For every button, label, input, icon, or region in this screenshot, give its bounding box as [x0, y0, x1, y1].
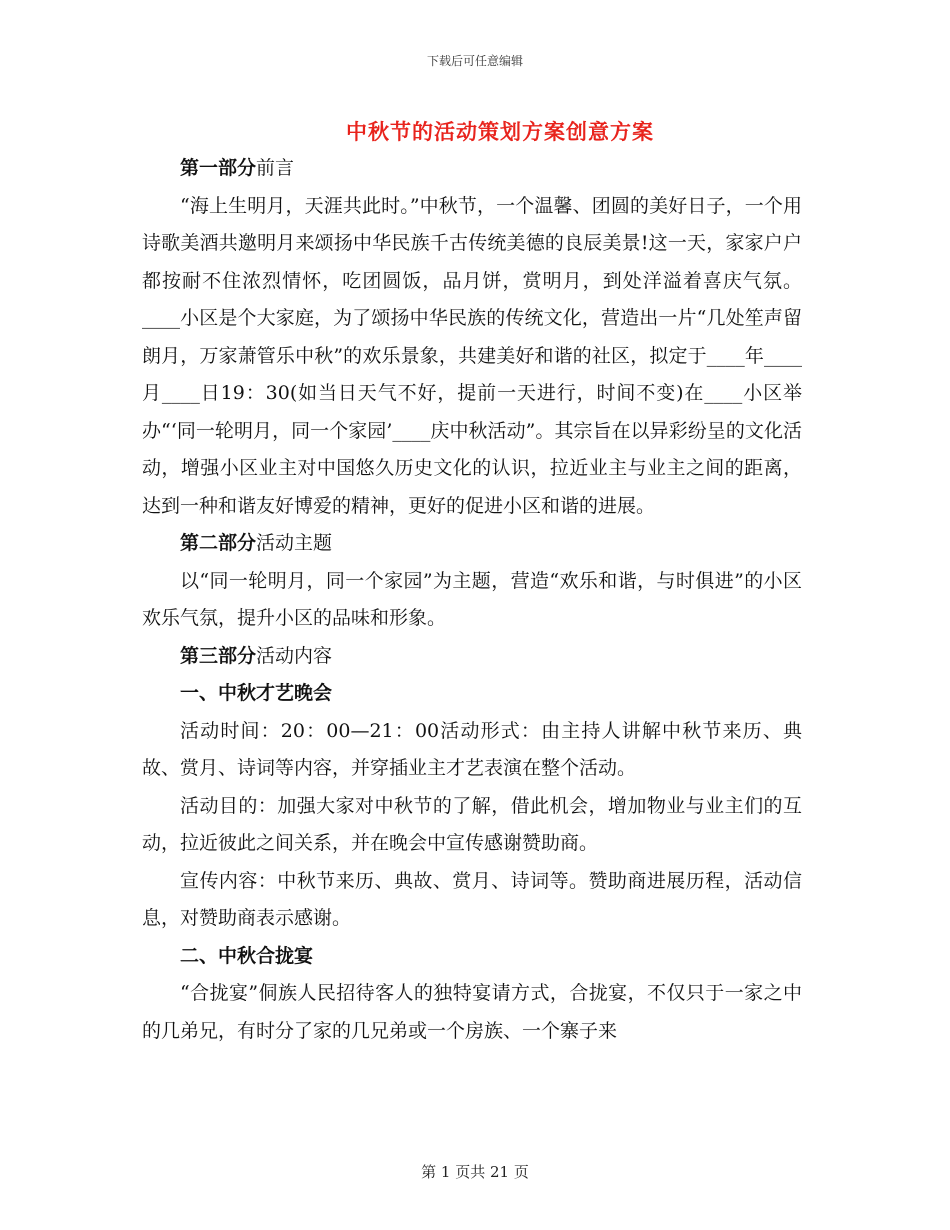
section-heading-content [142, 638, 802, 676]
subsection-heading-gala [142, 675, 802, 713]
section-heading-preface [142, 150, 802, 188]
page-header-note: 下载后可任意编辑 [426, 54, 523, 68]
paragraph-preface: “海上生明月，天涯共此时。”中秋节，一个温馨、团圆的美好日子，一个用诗歌美酒共邀明月来颂扬中华民族千古传统美德的良辰美景!这一天，家家户户都按耐不住浓烈情怀，吃团圆饭，品月饼，赏明月，到处洋溢着喜庆气氛。____小区是个大家庭，为了颂扬中华民族的传统文化，营造出一片“几处笙声留朗月，万家萧管乐中秋”的欢乐景象，共建美好和谐的社区，拟定于____年____月____日19：30(如当日天气不好，提前一天进行，时间不变)在____小区举办“‘同一轮明月，同一个家园’____庆中秋活动”。其宗旨在以异彩纷呈的文化活动，增强小区业主对中国悠久历史文化的认识，拉近业主与业主之间的距离，达到一种和谐友好博爱的精神，更好的促进小区和谐的进展。 [142, 194, 802, 517]
subsection-heading-text: 一、中秋才艺晚会 [180, 682, 333, 704]
document-title: 中秋节的活动策划方案创意方案 [346, 119, 654, 144]
page-footer-number: 第 1 页共 21 页 [421, 1163, 529, 1181]
section-heading-theme [142, 525, 802, 563]
paragraph-gala-purpose: 活动目的：加强大家对中秋节的了解，借此机会，增加物业与业主们的互动，拉近彼此之间关系，并在晚会中宣传感谢赞助商。 [142, 794, 802, 854]
paragraph-gala-time: 活动时间：20：00—21：00活动形式：由主持人讲解中秋节来历、典故、赏月、诗词等内容，并穿插业主才艺表演在整个活动。 [142, 719, 802, 779]
section-heading-label: 第二部分 [180, 532, 257, 554]
section-heading-text: 前言 [256, 157, 295, 179]
section-heading-label: 第一部分 [180, 157, 257, 179]
subsection-heading-banquet [142, 938, 802, 976]
subsection-heading-text: 二、中秋合拢宴 [180, 944, 314, 967]
section-heading-text: 活动主题 [256, 532, 333, 554]
section-heading-text: 活动内容 [256, 644, 333, 667]
section-heading-label: 第三部分 [180, 644, 257, 667]
document-body [142, 150, 802, 1050]
paragraph-gala-publicity: 宣传内容：中秋节来历、典故、赏月、诗词等。赞助商进展历程，活动信息，对赞助商表示感谢。 [142, 869, 802, 929]
paragraph-banquet: “合拢宴”侗族人民招待客人的独特宴请方式，合拢宴，不仅只于一家之中的几弟兄，有时分了家的几兄弟或一个房族、一个寨子来 [142, 982, 802, 1042]
paragraph-theme: 以“同一轮明月，同一个家园”为主题，营造“欢乐和谐，与时俱进”的小区欢乐气氛，提升小区的品味和形象。 [142, 569, 802, 629]
